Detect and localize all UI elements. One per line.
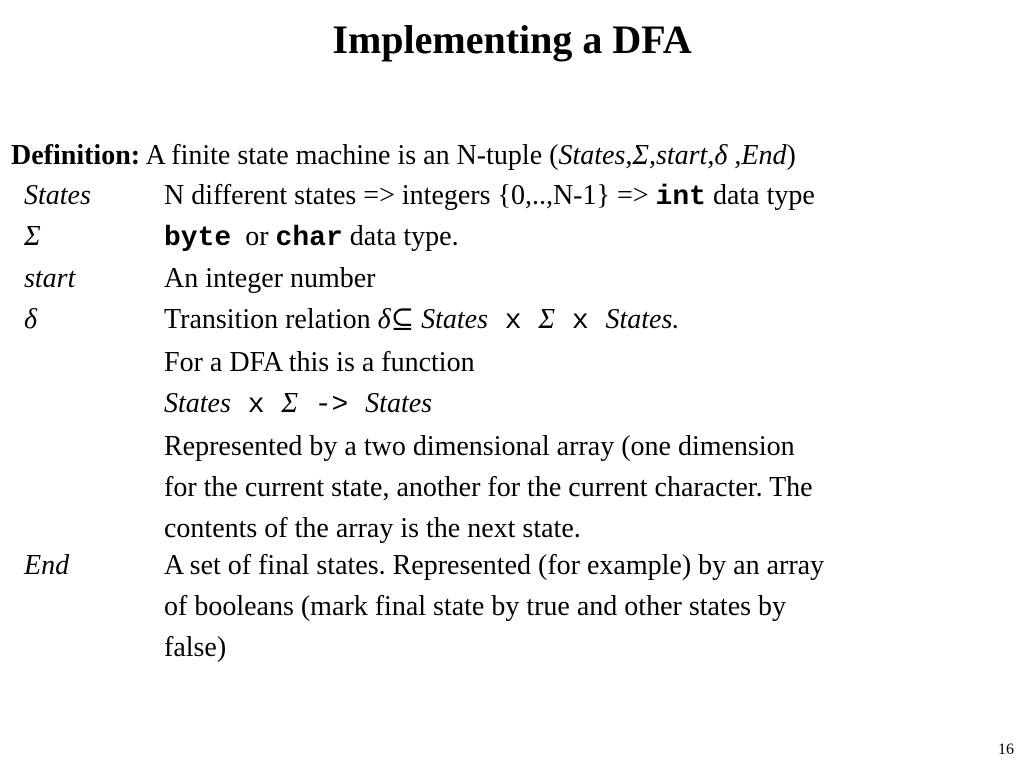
desc-delta (164, 299, 984, 549)
delta-line-6: contents of the array is the next state. (164, 513, 581, 544)
states-text: N different states => integers {0,..,N-1} => (164, 180, 656, 211)
delta-line-5: for the current state, another for the current character. The (164, 472, 813, 503)
delta-l3-x: x (230, 390, 282, 421)
term-start: start (24, 263, 76, 294)
definition-label: Definition: (11, 140, 141, 171)
delta-l1-x1: x (488, 306, 539, 337)
delta-l1-states2: States. (605, 304, 680, 335)
delta-l1-x2: x (555, 306, 606, 337)
delta-l1-delta: δ (377, 304, 391, 335)
delta-l3-arrow: -> (297, 390, 366, 421)
start-text: An integer number (164, 263, 376, 294)
tuple-end: ,End (727, 140, 787, 171)
tuple-start: ,start, (648, 140, 715, 171)
desc-sigma-line (164, 216, 984, 259)
desc-states-line (164, 175, 984, 218)
delta-line-3 (164, 383, 984, 426)
term-states: States (24, 180, 91, 211)
definition-line (11, 137, 796, 175)
tuple-close: ) (786, 140, 796, 171)
desc-sigma (164, 216, 984, 259)
desc-states (164, 175, 984, 218)
sigma-mid: or (231, 221, 276, 252)
delta-l1-states: States (414, 304, 488, 335)
slide-title: Implementing a DFA (332, 17, 692, 62)
end-line-3: false) (164, 632, 227, 663)
tuple-states: States, (558, 140, 633, 171)
end-line-2: of booleans (mark final state by true and other states by (164, 591, 787, 622)
desc-start (164, 258, 984, 299)
tuple-delta: δ (714, 140, 728, 171)
definition-text: A finite state machine is an N-tuple ( (140, 140, 559, 171)
sigma-code-byte: byte (164, 223, 232, 254)
states-tail: data type (705, 180, 815, 211)
delta-l1-sigma: Σ (538, 304, 556, 335)
delta-line-2: For a DFA this is a function (164, 347, 475, 378)
sigma-tail: data type. (342, 221, 459, 252)
states-code-int: int (655, 182, 706, 213)
delta-l1-subset: ⊆ (390, 304, 415, 335)
term-delta: δ (24, 304, 38, 335)
delta-l3-sigma: Σ (281, 388, 298, 419)
tuple-sigma: Σ (632, 140, 649, 171)
delta-line-1 (164, 299, 984, 342)
delta-l3-states2: States (365, 388, 433, 419)
delta-line-4: Represented by a two dimensional array (one dimension (164, 431, 795, 462)
delta-l3-states: States (164, 388, 231, 419)
sigma-code-char: char (275, 223, 343, 254)
term-end: End (24, 550, 70, 581)
term-sigma: Σ (24, 221, 41, 252)
page-number: 16 (998, 741, 1014, 758)
desc-end (164, 545, 984, 668)
end-line-1: A set of final states. Represented (for example) by an array (164, 550, 825, 581)
delta-l1-text: Transition relation (164, 304, 378, 335)
